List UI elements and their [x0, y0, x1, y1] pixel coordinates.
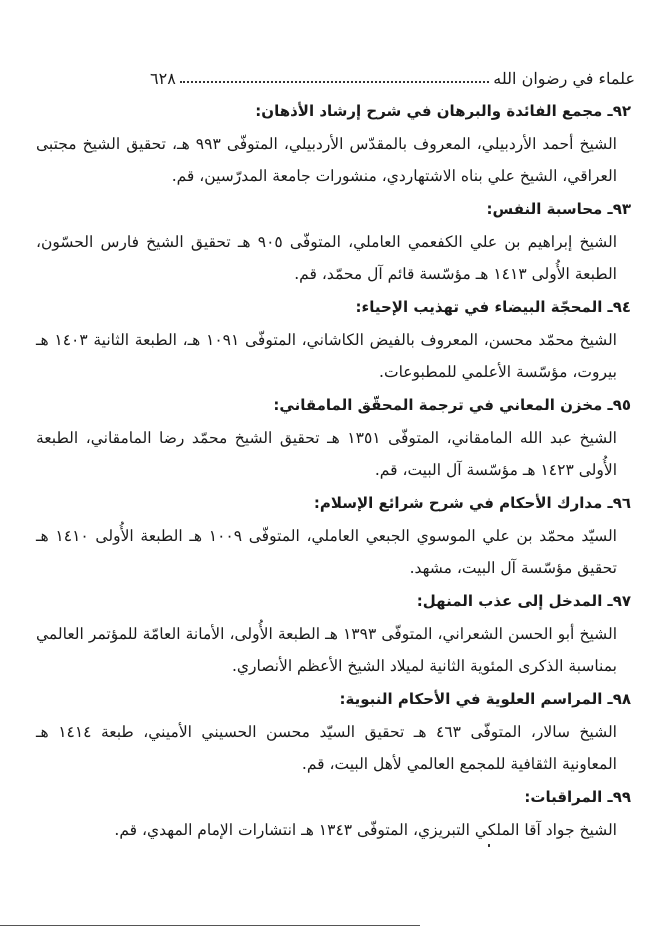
- entry-body: الشيخ جواد آقا الملكي التبريزي، المتوفّى ١٣٤٣ هـ انتشارات الإمام المهدي، قم.: [114, 821, 617, 839]
- bibliography-entry: [36, 296, 635, 388]
- bibliography-entry: [36, 590, 635, 682]
- page-number: ٦٢٨: [150, 69, 176, 88]
- entry-title: ٩٣ـ محاسبة النفس:: [486, 200, 631, 218]
- entry-body: الشيخ محمّد محسن، المعروف بالفيض الكاشاني، المتوفّى ١٠٩١ هـ، الطبعة الثانية ١٤٠٣ هـ بيروت، مؤسّسة الأعلمي للمطبوعات.: [36, 331, 617, 381]
- entry-body: الشيخ إبراهيم بن علي الكفعمي العاملي، المتوفّى ٩٠٥ هـ تحقيق الشيخ فارس الحسّون، الطبعة الأُولى ١٤١٣ هـ مؤسّسة قائم آل محمّد، قم.: [36, 233, 618, 283]
- header-dot-leader: [180, 81, 490, 83]
- entry-body: السيّد محمّد بن علي الموسوي الجبعي العاملي، المتوفّى ١٠٠٩ هـ الطبعة الأُولى ١٤١٠ هـ تحقيق مؤسّسة آل البيت، مشهد.: [36, 527, 617, 577]
- bibliography-entry: [36, 786, 635, 846]
- bibliography-entry: [36, 492, 635, 584]
- bibliography-entry: [36, 100, 635, 192]
- entry-title: ٩٤ـ المحجّة البيضاء في تهذيب الإحياء:: [355, 298, 631, 316]
- running-header: [150, 62, 635, 88]
- page-bottom-rule: [0, 925, 420, 926]
- entry-body: الشيخ أحمد الأردبيلي، المعروف بالمقدّس الأردبيلي، المتوفّى ٩٩٣ هـ، تحقيق الشيخ مجتبى العراقي، الشيخ علي بناه الاشتهاردي، منشورات جامعة المدرّسين، قم.: [36, 135, 617, 185]
- header-title: علماء في رضوان الله: [493, 69, 635, 88]
- bibliography-entry: [36, 394, 635, 486]
- entry-title: ٩٥ـ مخزن المعاني في ترجمة المحقّق المامقاني:: [273, 396, 631, 414]
- entry-title: ٩٢ـ مجمع الفائدة والبرهان في شرح إرشاد الأذهان:: [255, 102, 631, 120]
- entry-body: الشيخ سالار، المتوفّى ٤٦٣ هـ تحقيق السيّد محسن الحسيني الأميني، طبعة ١٤١٤ هـ المعاونية الثقافية للمجمع العالمي لأهل البيت، قم.: [36, 723, 617, 773]
- bibliography-list: [36, 100, 635, 852]
- ink-speck: [488, 844, 490, 847]
- entry-title: ٩٨ـ المراسم العلوية في الأحكام النبوية:: [339, 690, 631, 708]
- entry-body: الشيخ أبو الحسن الشعراني، المتوفّى ١٣٩٣ هـ الطبعة الأُولى، الأمانة العامّة للمؤتمر العالمي بمناسبة الذكرى المئوية الثانية لميلاد الشيخ الأعظم الأنصاري.: [36, 625, 617, 675]
- entry-body: الشيخ عبد الله المامقاني، المتوفّى ١٣٥١ هـ تحقيق الشيخ محمّد رضا المامقاني، الطبعة الأُولى ١٤٢٣ هـ مؤسّسة آل البيت، قم.: [36, 429, 617, 479]
- bibliography-entry: [36, 688, 635, 780]
- entry-title: ٩٦ـ مدارك الأحكام في شرح شرائع الإسلام:: [313, 494, 631, 512]
- bibliography-entry: [36, 198, 635, 290]
- entry-title: ٩٩ـ المراقبات:: [524, 788, 631, 806]
- entry-title: ٩٧ـ المدخل إلى عذب المنهل:: [416, 592, 631, 610]
